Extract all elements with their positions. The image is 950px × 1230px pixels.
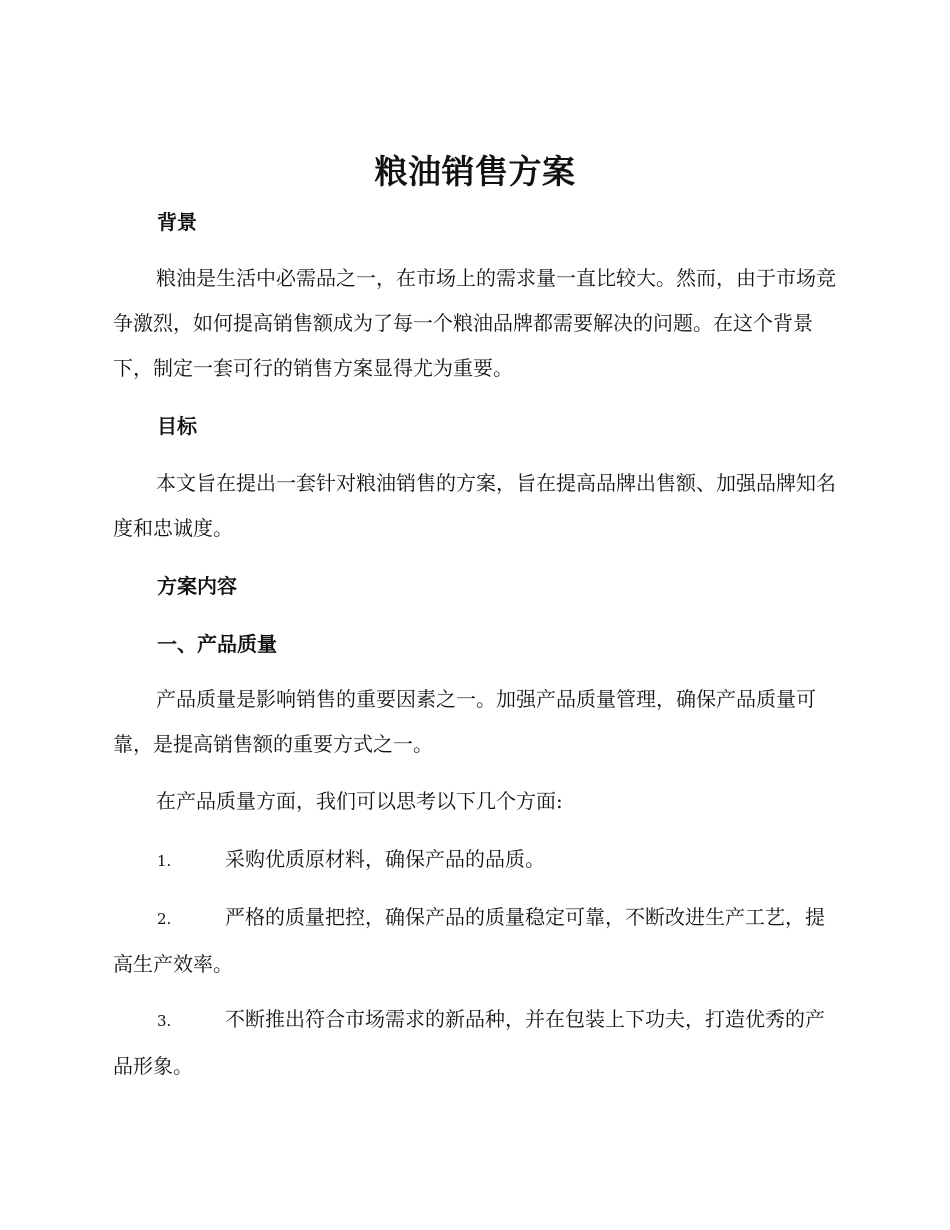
background-paragraph: 粮油是生活中必需品之一，在市场上的需求量一直比较大。然而，由于市场竞争激烈，如何提高销售额成为了每一个粮油品牌都需要解决的问题。在这个背景下，制定一套可行的销售方案显得尤为重要。 bbox=[113, 266, 836, 380]
list-item-text: 不断推出符合市场需求的新品种，并在包装上下功夫，打造优秀的产品形象。 bbox=[113, 1007, 825, 1078]
list-item bbox=[113, 895, 843, 987]
list-item-text: 采购优质原材料，确保产品的品质。 bbox=[225, 847, 545, 871]
document-title: 粮油销售方案 bbox=[374, 152, 576, 191]
list-number: 1. bbox=[157, 852, 172, 870]
quality-heading: 一、产品质量 bbox=[157, 632, 277, 656]
list-item bbox=[113, 837, 843, 884]
background-heading: 背景 bbox=[157, 210, 197, 234]
plan-heading: 方案内容 bbox=[157, 574, 237, 598]
quality-intro: 在产品质量方面，我们可以思考以下几个方面: bbox=[156, 789, 563, 813]
goal-heading: 目标 bbox=[157, 414, 197, 438]
list-item-text: 严格的质量把控，确保产品的质量稳定可靠，不断改进生产工艺，提高生产效率。 bbox=[113, 905, 825, 976]
list-number: 2. bbox=[157, 910, 172, 928]
list-number: 3. bbox=[157, 1012, 172, 1030]
quality-paragraph: 产品质量是影响销售的重要因素之一。加强产品质量管理，确保产品质量可靠，是提高销售额的重要方式之一。 bbox=[113, 687, 816, 756]
list-item bbox=[113, 997, 843, 1089]
goal-paragraph: 本文旨在提出一套针对粮油销售的方案，旨在提高品牌出售额、加强品牌知名度和忠诚度。 bbox=[113, 471, 836, 540]
